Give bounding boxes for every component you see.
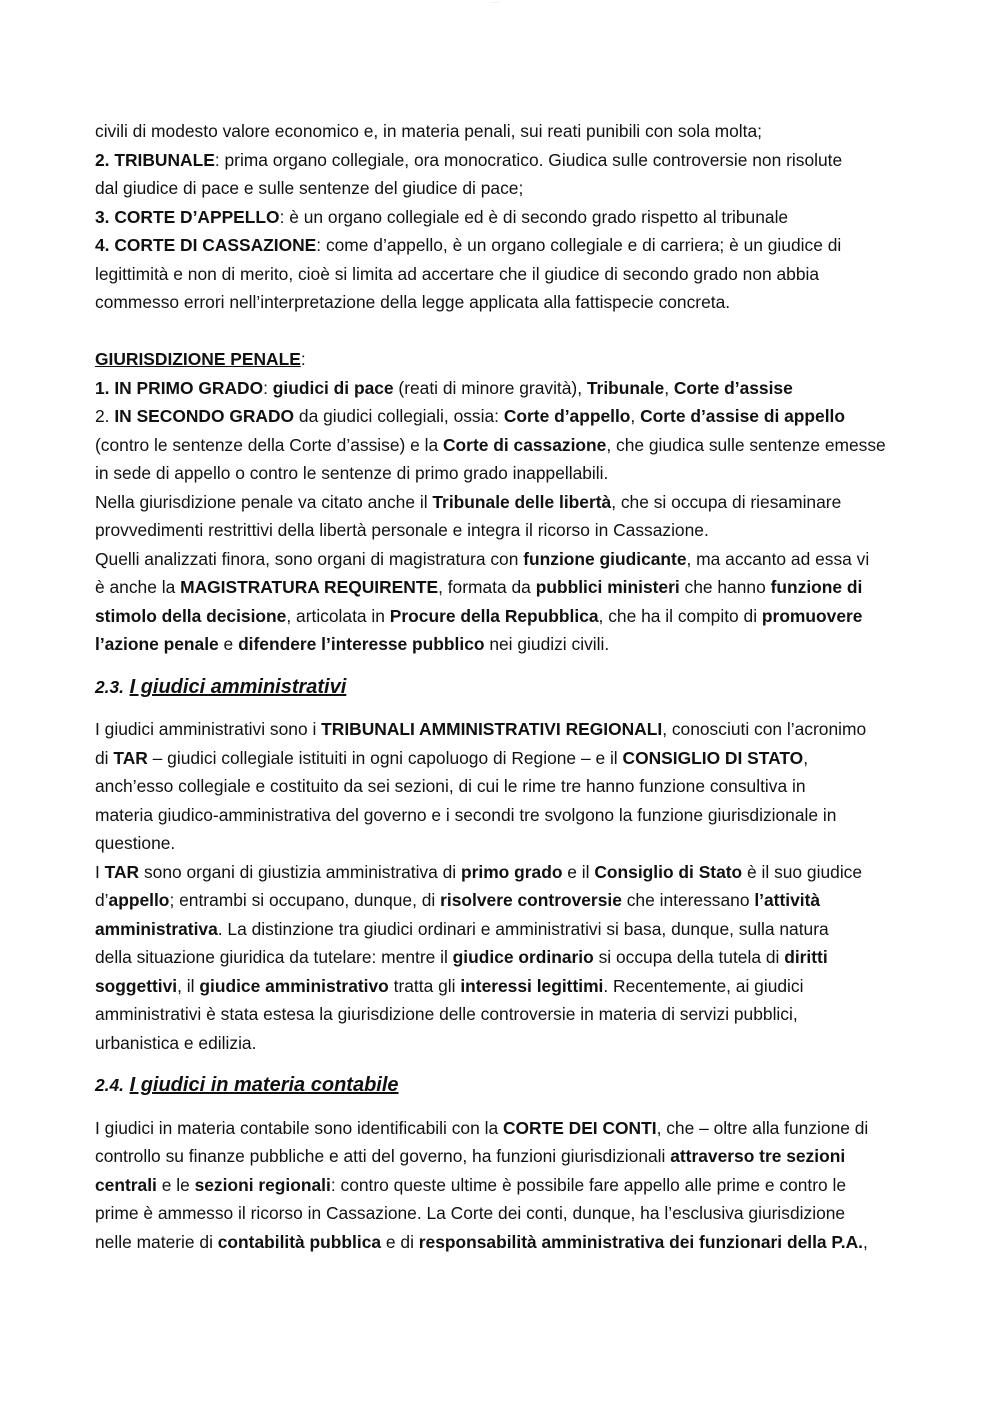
text-line — [95, 602, 907, 631]
bold-term: Tribunale delle libertà — [432, 491, 612, 512]
text-run: I — [95, 861, 105, 882]
text-line — [95, 1114, 907, 1143]
text-run: commesso errori nell’interpretazione della legge applicata alla fattispecie concreta. — [95, 292, 731, 312]
bold-term: diritti — [784, 947, 828, 967]
bold-term: MAGISTRATURA REQUIRENTE — [180, 577, 439, 597]
bold-term: TAR — [104, 861, 140, 882]
text-run: , — [664, 377, 674, 398]
text-line — [95, 858, 907, 887]
section-title: I giudici in materia contabile — [129, 1074, 399, 1096]
text-line — [95, 1000, 907, 1029]
bold-term: risolvere controversie — [440, 890, 622, 910]
text-run: , — [863, 1231, 868, 1252]
text-run: tratta gli — [388, 975, 461, 996]
bold-term: 2. TRIBUNALE — [95, 149, 215, 170]
section-number: 2.4. — [95, 1075, 125, 1095]
text-line — [95, 943, 907, 972]
text-line — [95, 573, 907, 602]
bold-term: Corte d’assise — [673, 377, 793, 398]
text-run: nelle materie di — [95, 1231, 218, 1252]
bold-term: Tribunale — [586, 377, 665, 398]
bold-term: l’attività — [754, 890, 821, 910]
text-run: e il — [562, 861, 595, 882]
text-line — [95, 516, 907, 545]
bold-term: funzione di — [770, 577, 863, 597]
text-run: e di — [381, 1231, 419, 1252]
bold-term: centrali — [95, 1174, 157, 1195]
bold-term: contabilità pubblica — [217, 1231, 382, 1252]
text-run: , — [630, 406, 641, 426]
text-run: , — [803, 747, 809, 768]
bold-term: pubblici ministeri — [535, 577, 680, 597]
page-header-mark: ——— — [490, 0, 499, 3]
text-line — [95, 915, 907, 944]
text-line — [95, 801, 907, 830]
bold-term: giudice amministrativo — [199, 975, 389, 996]
text-run: I giudici in materia contabile sono identificabili con la — [95, 1117, 503, 1138]
text-run: . La distinzione tra giudici ordinari e amministrativi si basa, dunque, sulla natura — [217, 918, 829, 939]
bold-term: giudice ordinario — [452, 947, 594, 967]
text-run: materia giudico-amministrativa del governo e i secondi tre svolgono la funzione giurisdizionale in — [95, 804, 837, 825]
text-run: controllo su finanze pubbliche e atti del governo, ha funzioni giurisdizionali — [95, 1146, 671, 1166]
bold-term: amministrativa — [95, 918, 218, 939]
text-run: da giudici collegiali, ossia: — [294, 406, 504, 426]
text-run: , che si occupa di riesaminare — [611, 491, 842, 512]
section-title: I giudici amministrativi — [129, 675, 347, 698]
bold-term: Corte d’appello — [503, 406, 631, 426]
text-line — [95, 288, 907, 317]
text-line — [95, 174, 907, 203]
text-run: , ma accanto ad essa vi — [686, 548, 870, 569]
text-run: , formata da — [438, 577, 536, 597]
text-run: : prima organo collegiale, ora monocratico. Giudica sulle controversie non risolute — [214, 149, 843, 170]
text-line — [95, 260, 907, 289]
text-line — [95, 203, 907, 232]
bold-term: funzione giudicante — [523, 548, 687, 569]
text-run: d’ — [95, 890, 109, 910]
text-run: civili di modesto valore economico e, in materia penali, sui reati punibili con sola molta; — [95, 121, 762, 141]
bold-term: Corte d’assise di appello — [640, 406, 845, 426]
bold-term: Consiglio di Stato — [594, 861, 743, 882]
text-line — [95, 1199, 907, 1228]
section-heading — [95, 659, 907, 716]
text-run: è anche la — [95, 577, 181, 597]
text-run: I giudici amministrativi sono i — [95, 719, 322, 739]
bold-term: GIURISDIZIONE PENALE — [95, 349, 301, 369]
bold-term: 1. IN PRIMO GRADO — [95, 377, 264, 398]
text-run: , articolata in — [286, 605, 390, 626]
bold-term: giudici di pace — [272, 377, 394, 398]
text-run: si occupa della tutela di — [593, 947, 785, 967]
bold-term: TAR — [113, 747, 148, 768]
text-line — [95, 146, 907, 175]
bold-term: soggettivi — [95, 975, 178, 996]
bold-term: l’azione penale — [95, 634, 219, 654]
text-line — [95, 1171, 907, 1200]
text-run: : è un organo collegiale ed è di secondo grado rispetto al tribunale — [279, 206, 789, 227]
text-run: anch’esso collegiale e costituito da sei sezioni, di cui le rime tre hanno funzione consultiva in — [95, 776, 806, 796]
text-run: : — [300, 349, 306, 369]
bold-term: interessi legittimi — [460, 975, 604, 996]
bold-term: attraverso tre sezioni — [670, 1146, 846, 1166]
bold-term: CORTE DEI CONTI — [502, 1117, 657, 1138]
text-run: è il suo giudice — [742, 861, 863, 882]
text-run: in sede di appello o contro le sentenze di primo grado inappellabili. — [95, 463, 609, 483]
section-number: 2.3. — [95, 676, 125, 697]
text-run: – giudici collegiale istituiti in ogni capoluogo di Regione – e il — [147, 747, 623, 768]
text-line — [95, 772, 907, 801]
text-line — [95, 715, 907, 744]
text-run: , che giudica sulle sentenze emesse — [606, 434, 886, 455]
text-run: amministrativi è stata estesa la giurisdizione delle controversie in materia di servizi pubblici, — [95, 1004, 798, 1024]
text-run: provvedimenti restrittivi della libertà personale e integra il ricorso in Cassazione. — [95, 520, 709, 540]
text-line — [95, 431, 907, 460]
text-run: che hanno — [679, 577, 771, 597]
text-line — [95, 630, 907, 659]
text-run: della situazione giuridica da tutelare: mentre il — [95, 947, 453, 967]
text-run: legittimità e non di merito, cioè si limita ad accertare che il giudice di secondo grado non abbia — [95, 263, 820, 284]
text-run: Nella giurisdizione penale va citato anche il — [95, 491, 433, 512]
text-line — [95, 1142, 907, 1171]
text-run: (contro le sentenze della Corte d’assise) e la — [95, 434, 443, 455]
bold-term: Corte di cassazione — [443, 434, 607, 455]
bold-term: stimolo della decisione — [95, 605, 287, 626]
text-run: , che ha il compito di — [598, 605, 762, 626]
text-run: , conosciuti con l’acronimo — [662, 719, 867, 739]
text-run: e le — [156, 1174, 195, 1195]
bold-term: primo grado — [461, 861, 563, 882]
text-line — [95, 459, 907, 488]
bold-term: appello — [108, 890, 170, 910]
text-run: , il — [177, 975, 200, 996]
text-run: e — [218, 634, 239, 654]
document-body — [95, 117, 907, 1256]
text-run: (reati di minore gravità), — [393, 377, 587, 398]
text-run: . Recentemente, ai giudici — [603, 975, 804, 996]
text-run: questione. — [95, 833, 176, 853]
bold-term: promuovere — [761, 605, 863, 626]
text-run: 2. — [95, 406, 115, 426]
text-line — [95, 117, 907, 146]
bold-term: difendere l’interesse pubblico — [238, 634, 485, 654]
bold-term: 4. CORTE DI CASSAZIONE — [95, 235, 317, 255]
text-run: di — [95, 747, 114, 768]
bold-term: 3. CORTE D’APPELLO — [95, 206, 280, 227]
text-run: : contro queste ultime è possibile fare appello alle prime e contro le — [330, 1174, 847, 1195]
paragraph-gap — [95, 317, 907, 346]
text-run: urbanistica e edilizia. — [95, 1032, 257, 1053]
text-line — [95, 1029, 907, 1058]
text-run: dal giudice di pace e sulle sentenze del giudice di pace; — [95, 178, 524, 198]
text-run: che interessano — [621, 890, 755, 910]
bold-term: IN SECONDO GRADO — [114, 406, 295, 426]
text-line — [95, 374, 907, 403]
text-run: prime è ammesso il ricorso in Cassazione. La Corte dei conti, dunque, ha l’esclusiva giurisdizione — [95, 1203, 846, 1223]
text-line — [95, 545, 907, 574]
text-line — [95, 972, 907, 1001]
section-heading — [95, 1057, 907, 1114]
text-line — [95, 886, 907, 915]
bold-term: TRIBUNALI AMMINISTRATIVI REGIONALI — [321, 719, 663, 739]
text-run: , che – oltre alla funzione di — [656, 1117, 869, 1138]
text-line — [95, 231, 907, 260]
bold-term: CONSIGLIO DI STATO — [622, 747, 804, 768]
text-line — [95, 1228, 907, 1257]
bold-term: responsabilità amministrativa dei funzionari della P.A. — [418, 1231, 863, 1252]
text-run: ; entrambi si occupano, dunque, di — [169, 890, 441, 910]
bold-term: sezioni regionali — [194, 1174, 331, 1195]
text-run: sono organi di giustizia amministrativa di — [139, 861, 461, 882]
text-run: : come d’appello, è un organo collegiale e di carriera; è un giudice di — [316, 235, 842, 255]
text-line — [95, 829, 907, 858]
text-line — [95, 488, 907, 517]
text-line — [95, 744, 907, 773]
text-run: nei giudizi civili. — [484, 634, 610, 654]
text-run: Quelli analizzati finora, sono organi di magistratura con — [95, 548, 524, 569]
text-line — [95, 402, 907, 431]
text-run: : — [263, 377, 273, 398]
bold-term: Procure della Repubblica — [389, 605, 599, 626]
text-line — [95, 345, 907, 374]
